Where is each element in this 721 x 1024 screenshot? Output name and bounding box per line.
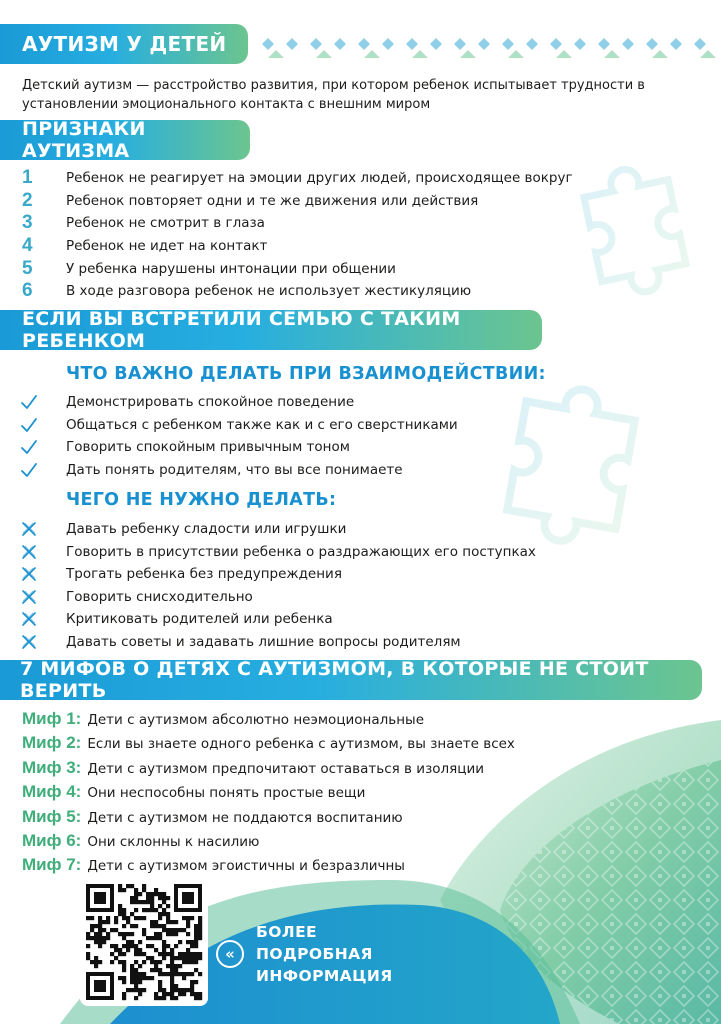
item-number: 6 <box>22 280 33 302</box>
list-item <box>22 855 515 879</box>
myth-label: Миф 4: <box>22 782 82 802</box>
list-item <box>22 235 573 258</box>
list-item <box>20 563 536 586</box>
section-heading-text: ПРИЗНАКИ АУТИЗМА <box>22 118 146 162</box>
cross-icon <box>20 610 66 628</box>
item-number: 3 <box>22 212 33 234</box>
myth-label: Миф 2: <box>22 733 82 753</box>
signs-list <box>22 167 573 303</box>
page-title-text: АУТИЗМ У ДЕТЕЙ <box>22 32 227 56</box>
myth-label: Миф 5: <box>22 806 82 826</box>
section-heading-meeting <box>0 310 542 350</box>
item-text: Давать советы и задавать лишние вопросы родителям <box>66 633 461 650</box>
list-item <box>22 167 573 190</box>
item-text: Ребенок не смотрит в глаза <box>66 215 265 232</box>
section-heading-text: 7 МИФОВ О ДЕТЯХ С АУТИЗМОМ, В КОТОРЫЕ НЕ СТОИТ ВЕРИТЬ <box>20 658 649 702</box>
cta-line: ИНФОРМАЦИЯ <box>256 967 393 985</box>
cross-icon <box>20 633 66 651</box>
item-text: Демонстрировать спокойное поведение <box>66 394 355 411</box>
cross-icon <box>20 520 66 538</box>
qr-code-icon[interactable] <box>82 880 206 1004</box>
item-text: Общаться с ребенком также как и с его сверстниками <box>66 416 458 433</box>
list-item <box>20 436 458 459</box>
myth-label: Миф 1: <box>22 709 82 728</box>
item-text: Говорить в присутствии ребенка о раздражающих его поступках <box>66 543 536 560</box>
cta-line: ПОДРОБНАЯ <box>256 945 373 963</box>
list-item <box>22 831 515 855</box>
item-text: Критиковать родителей или ребенка <box>66 611 333 628</box>
cross-icon <box>20 565 66 583</box>
item-text: Дети с аутизмом эгоистичны и безразличны <box>87 858 405 875</box>
list-item <box>20 391 458 414</box>
myth-label: Миф 6: <box>22 830 82 850</box>
cross-icon <box>20 543 66 561</box>
list-item <box>22 733 515 757</box>
item-text: Дать понять родителям, что вы все понимаете <box>66 461 403 478</box>
list-item <box>22 212 573 235</box>
cta-line: БОЛЕЕ <box>256 923 318 941</box>
item-text: Если вы знаете одного ребенка с аутизмом, вы знаете всех <box>87 736 515 753</box>
list-item <box>20 586 536 609</box>
more-info-label <box>256 921 393 987</box>
page-title <box>0 24 248 64</box>
item-text: Трогать ребенка без предупреждения <box>66 566 342 583</box>
list-item <box>20 414 458 437</box>
list-item <box>22 709 515 733</box>
myth-label: Миф 7: <box>22 855 82 875</box>
list-item <box>20 518 536 541</box>
list-item <box>20 459 458 482</box>
item-number: 4 <box>22 235 33 257</box>
item-text: Дети с аутизмом предпочитают оставаться в изоляции <box>87 760 484 777</box>
dont-list <box>20 518 536 653</box>
list-item <box>22 807 515 831</box>
item-text: Они неспособны понять простые вещи <box>87 785 366 802</box>
item-text: Ребенок повторяет одни и те же движения или действия <box>66 192 479 209</box>
item-number: 5 <box>22 257 33 279</box>
myths-list <box>22 709 515 880</box>
list-item <box>22 257 573 280</box>
cross-icon <box>20 588 66 606</box>
item-number: 1 <box>22 167 33 189</box>
section-heading-myths <box>0 660 702 700</box>
list-item <box>22 190 573 213</box>
intro-text: Детский аутизм — расстройство развития, при котором ребенок испытывает трудности в установлении эмоционального контакта с внешним миром <box>22 78 645 112</box>
list-item <box>22 782 515 806</box>
item-text: Ребенок не идет на контакт <box>66 238 268 255</box>
item-number: 2 <box>22 189 33 211</box>
list-item <box>20 631 536 654</box>
item-text: Говорить спокойным привычным тоном <box>66 439 350 456</box>
section-heading-signs <box>0 120 250 160</box>
section-heading-text: ЕСЛИ ВЫ ВСТРЕТИЛИ СЕМЬЮ С ТАКИМ РЕБЕНКОМ <box>22 308 461 352</box>
item-text: Говорить снисходительно <box>66 588 253 605</box>
item-text: У ребенка нарушены интонации при общении <box>66 260 396 277</box>
more-info-link[interactable] <box>206 907 426 1001</box>
list-item <box>22 758 515 782</box>
myth-label: Миф 3: <box>22 757 82 777</box>
check-icon <box>20 393 66 411</box>
list-item <box>20 541 536 564</box>
do-list <box>20 391 458 481</box>
dont-subheading: ЧЕГО НЕ НУЖНО ДЕЛАТЬ: <box>66 490 337 510</box>
check-icon <box>20 438 66 456</box>
list-item <box>20 608 536 631</box>
item-text: Ребенок не реагирует на эмоции других людей, происходящее вокруг <box>66 170 573 187</box>
do-subheading: ЧТО ВАЖНО ДЕЛАТЬ ПРИ ВЗАИМОДЕЙСТВИИ: <box>66 364 546 384</box>
item-text: В ходе разговора ребенок не использует жестикуляцию <box>66 283 472 300</box>
list-item <box>22 280 573 303</box>
item-text: Они склонны к насилию <box>87 833 260 850</box>
check-icon <box>20 416 66 434</box>
item-text: Дети с аутизмом абсолютно неэмоциональные <box>87 712 425 728</box>
item-text: Давать ребенку сладости или игрушки <box>66 521 347 538</box>
item-text: Дети с аутизмом не поддаются воспитанию <box>87 809 403 826</box>
double-chevron-left-icon: « <box>216 940 244 968</box>
check-icon <box>20 461 66 479</box>
